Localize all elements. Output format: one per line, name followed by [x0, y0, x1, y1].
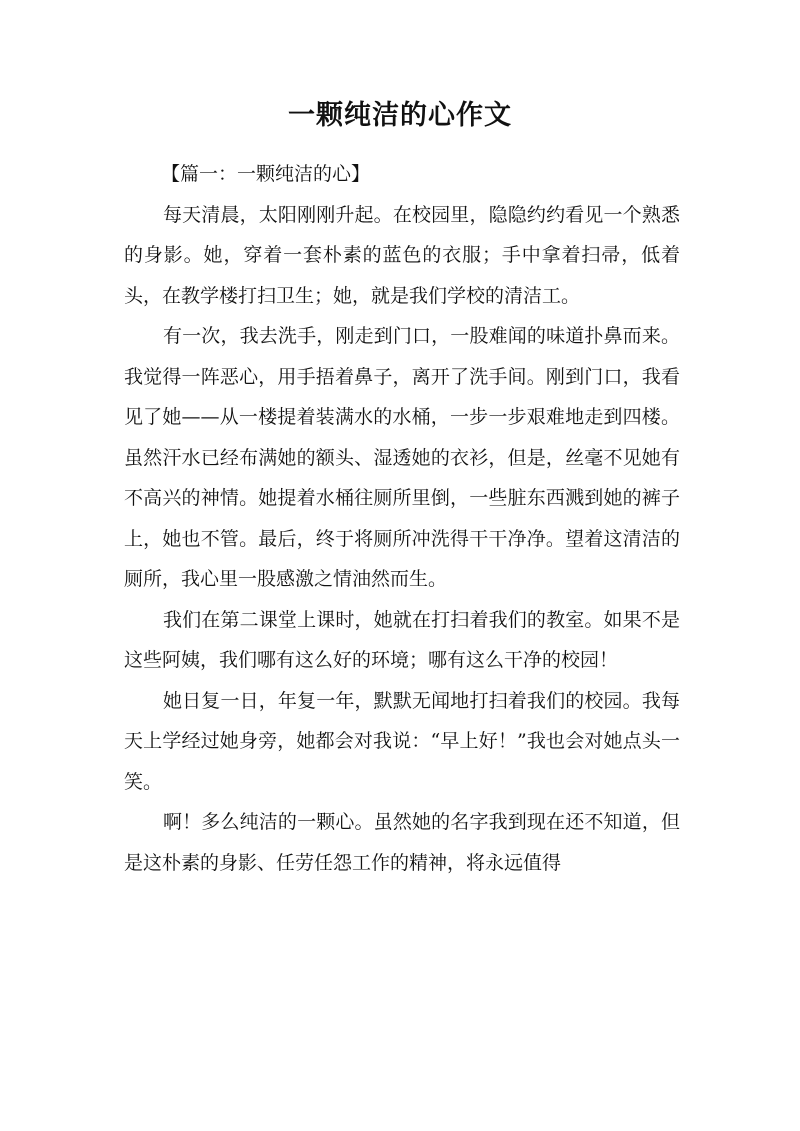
- paragraph-4: 她日复一日，年复一年，默默无闻地打扫着我们的校园。我每天上学经过她身旁，她都会对我说：“早上好！”我也会对她点头一笑。: [124, 689, 680, 793]
- paragraph-5: 啊！多么纯洁的一颗心。虽然她的名字我到现在还不知道，但是这朴素的身影、任劳任怨工作的精神，将永远值得: [124, 811, 680, 874]
- paragraph-1: 每天清晨，太阳刚刚升起。在校园里，隐隐约约看见一个熟悉的身影。她，穿着一套朴素的蓝色的衣服；手中拿着扫帚，低着头，在教学楼打扫卫生；她，就是我们学校的清洁工。: [124, 203, 680, 307]
- paragraph-2: 有一次，我去洗手，刚走到门口，一股难闻的味道扑鼻而来。我觉得一阵恶心，用手捂着鼻子，离开了洗手间。刚到门口，我看见了她——从一楼提着装满水的水桶，一步一步艰难地走到四楼。虽然汗水已经布满她的额头、湿透她的衣衫，但是，丝毫不见她有不高兴的神情。她提着水桶往厕所里倒，一些脏东西溅到她的裤子上，她也不管。最后，终于将厕所冲洗得干干净净。望着这清洁的厕所，我心里一股感激之情油然而生。: [124, 325, 680, 590]
- section-heading: 【篇一：一颗纯洁的心】: [161, 163, 371, 185]
- paragraph-3: 我们在第二课堂上课时，她就在打扫着我们的教室。如果不是这些阿姨，我们哪有这么好的环境；哪有这么干净的校园！: [124, 608, 680, 671]
- document-title: 一颗纯洁的心作文: [288, 100, 512, 131]
- document-body: [124, 154, 680, 883]
